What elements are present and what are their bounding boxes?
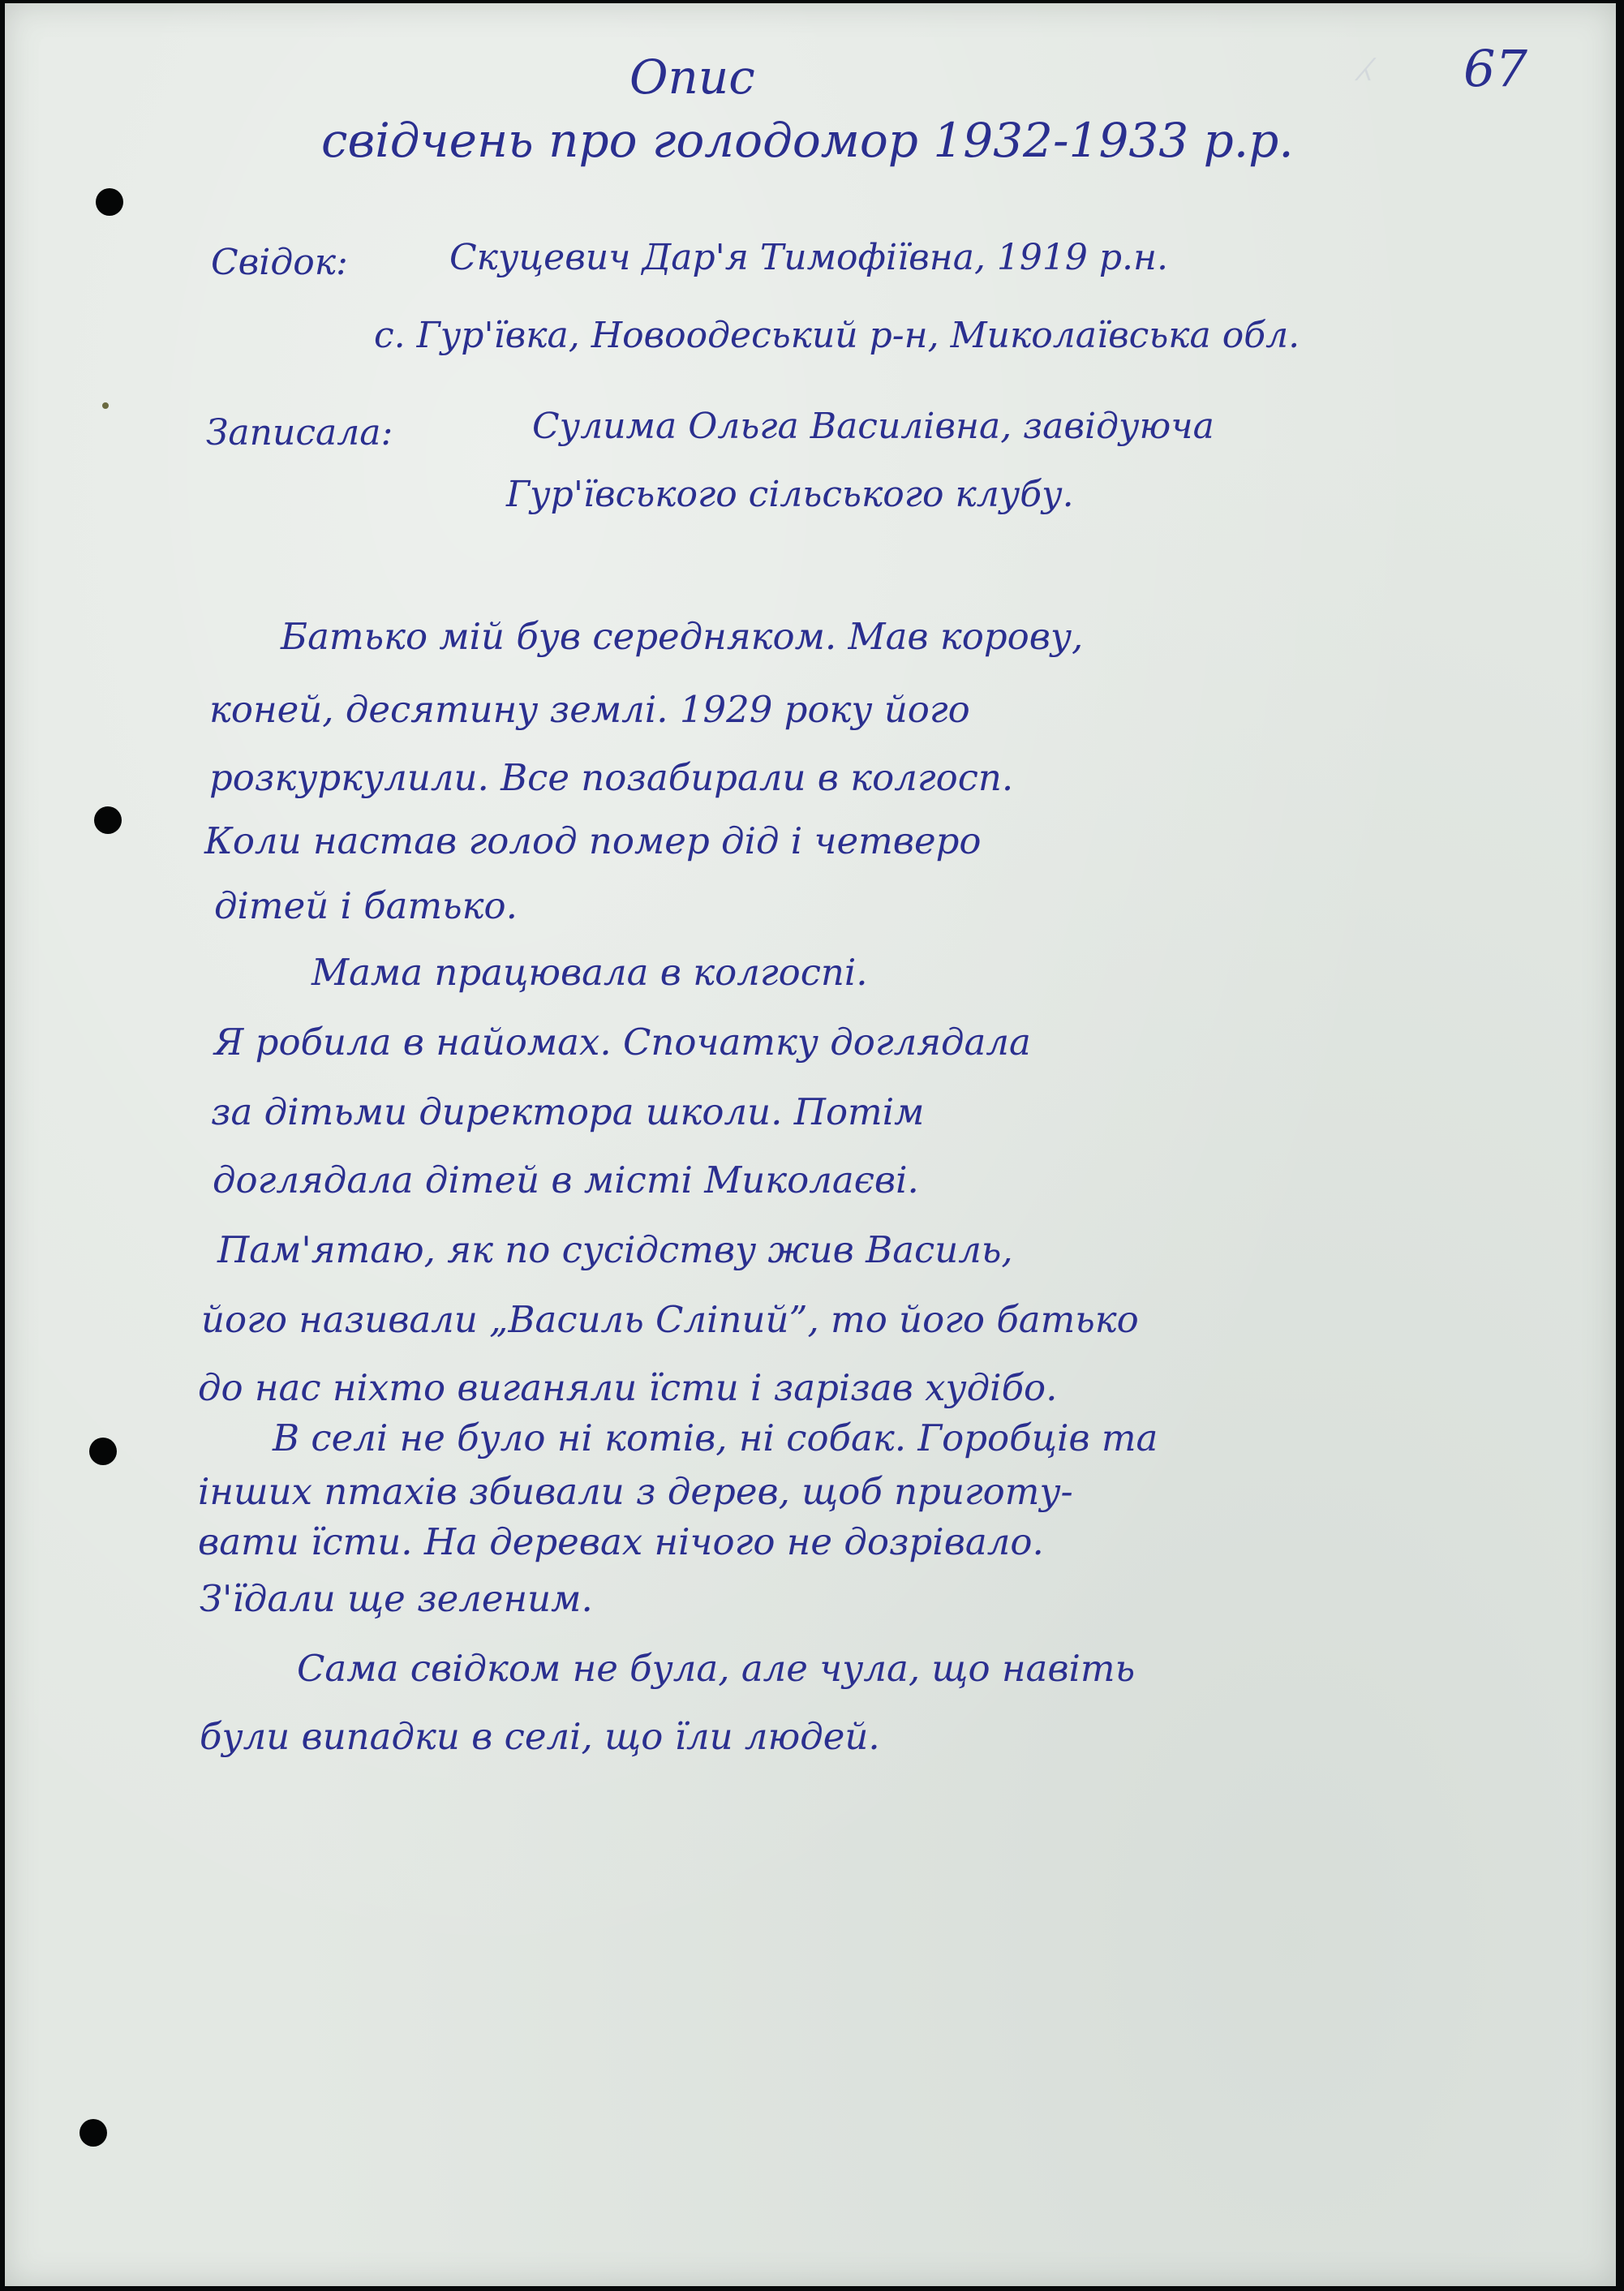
body-line: інших птахів збивали з дерев, щоб приготу- <box>198 1470 1073 1513</box>
punch-hole <box>89 1438 117 1465</box>
body-line: були випадки в селі, що їли людей. <box>200 1715 880 1758</box>
body-line: Сама свідком не була, але чула, що навіть <box>297 1647 1136 1690</box>
body-line: Батько мій був середняком. Мав корову, <box>281 615 1084 658</box>
witness-address: с. Гур'ївка, Новоодеський р-н, Миколаївська обл. <box>374 315 1300 356</box>
document-title: Опис <box>629 49 755 105</box>
body-line: дітей і батько. <box>214 884 518 927</box>
recorder-name: Сулима Ольга Василівна, завідуюча <box>532 406 1214 447</box>
body-line: В селі не було ні котів, ні собак. Горобців та <box>273 1416 1158 1459</box>
page-number: 67 <box>1463 39 1527 98</box>
body-line: доглядала дітей в місті Миколаєві. <box>213 1158 919 1201</box>
body-line: за дітьми директора школи. Потім <box>211 1090 925 1133</box>
body-line: Коли настав голод помер дід і четверо <box>204 819 982 862</box>
punch-hole <box>79 2119 107 2147</box>
recorder-label: Записала: <box>206 412 393 453</box>
document-subtitle: свідчень про голодомор 1932-1933 р.р. <box>321 113 1294 168</box>
body-line: коней, десятину землі. 1929 року його <box>209 688 970 731</box>
ink-speck <box>102 402 109 409</box>
body-line: вати їсти. На деревах нічого не дозрівало. <box>198 1520 1044 1563</box>
body-line: Я робила в найомах. Спочатку доглядала <box>214 1021 1031 1064</box>
faint-stamp-trace: ⁁ <box>1360 24 1372 81</box>
witness-label: Свідок: <box>211 242 348 283</box>
body-line: З'їдали ще зеленим. <box>200 1577 593 1620</box>
body-line: до нас ніхто виганяли їсти і зарізав худібо. <box>198 1366 1058 1409</box>
body-line: розкуркулили. Все позабирали в колгосп. <box>209 756 1014 799</box>
recorder-place: Гур'ївського сільського клубу. <box>506 474 1074 515</box>
witness-name: Скуцевич Дар'я Тимофіївна, 1919 р.н. <box>449 237 1169 278</box>
body-line: його називали „Василь Сліпий”, то його батько <box>201 1298 1139 1341</box>
document-page <box>5 3 1616 2286</box>
body-line: Пам'ятаю, як по сусідству жив Василь, <box>217 1228 1013 1271</box>
punch-hole <box>94 806 122 834</box>
punch-hole <box>96 188 123 216</box>
body-line: Мама працювала в колгоспі. <box>311 951 868 994</box>
